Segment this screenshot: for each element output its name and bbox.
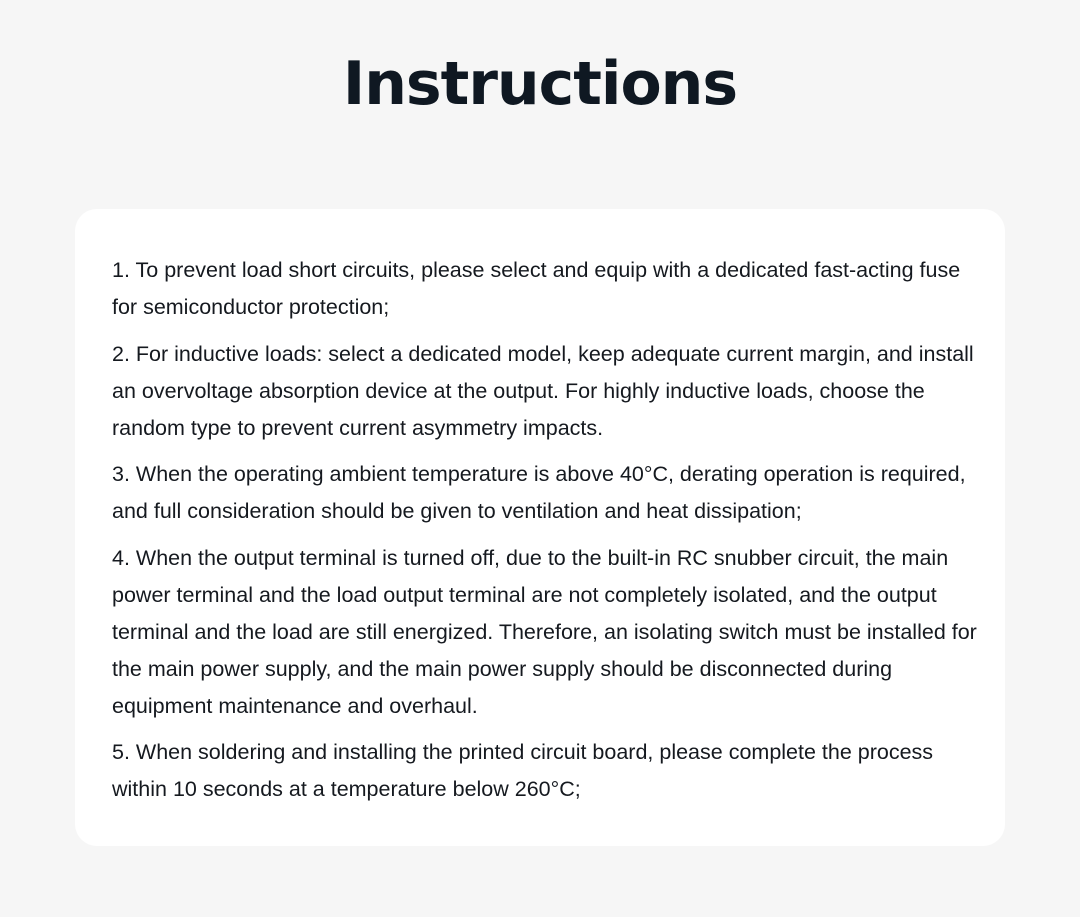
instruction-item-1: 1. To prevent load short circuits, please select and equip with a dedicated fast-acting fuse for semiconductor protection;: [112, 258, 961, 319]
instruction-item-5: 5. When soldering and installing the printed circuit board, please complete the process within 10 seconds at a temperature below 260°C;: [112, 740, 934, 801]
instructions-list: [112, 252, 982, 818]
instruction-item-2: 2. For inductive loads: select a dedicated model, keep adequate current margin, and install an overvoltage absorption device at the output. For highly inductive loads, choose the random type to prevent current asymmetry impacts.: [112, 341, 974, 440]
instruction-item-4: 4. When the output terminal is turned off, due to the built-in RC snubber circuit, the main power terminal and the load output terminal are not completely isolated, and the output terminal and the load are still energized. Therefore, an isolating switch must be installed for the main power supply, and the main power supply should be disconnected during equipment maintenance and overhaul.: [112, 545, 977, 718]
instructions-card: [75, 209, 1005, 846]
instruction-item-3: 3. When the operating ambient temperature is above 40°C, derating operation is required, and full consideration should be given to ventilation and heat dissipation;: [112, 462, 966, 523]
page-title: Instructions: [342, 49, 738, 119]
